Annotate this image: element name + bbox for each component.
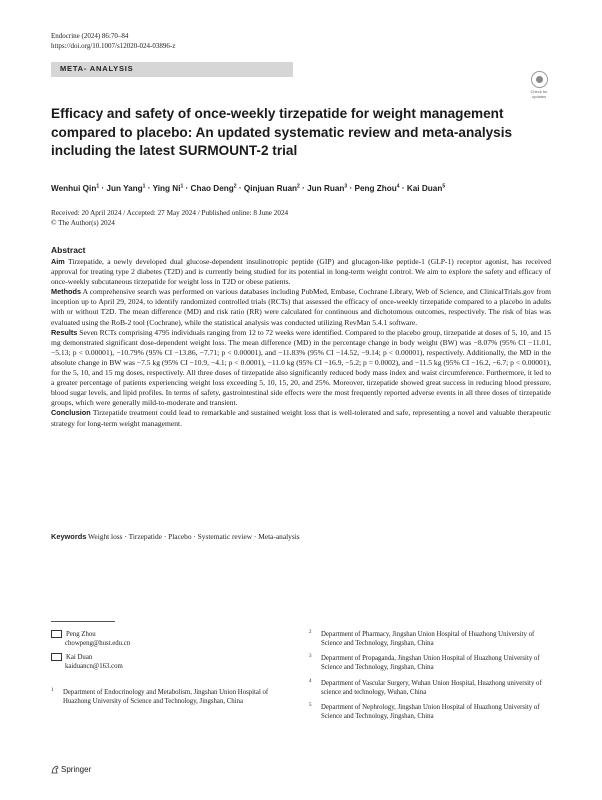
abstract-body [51, 257, 551, 429]
abstract-aim: Aim Tirzepatide, a newly developed dual glucose-dependent insulinotropic peptide (GIP) and glucagon-like peptide-1 (GLP-1) receptor agonist, has received approval for treating type 2 diabetes (T2D) and is currently being studied for its potential in long-term weight control. We aim to explore the safety and efficacy of once-weekly subcutaneous tirzepatide for weight loss in T2D or obese patients. [51, 257, 551, 287]
copyright: © The Author(s) 2024 [51, 218, 115, 227]
author[interactable]: Peng Zhou$^4$ [354, 183, 400, 193]
check-updates-text: Check for updates [530, 89, 548, 99]
abstract-methods: Methods A comprehensive search was performed on various databases including PubMed, Embase, Cochrane Library, Web of Science, and ClinicalTrials.gov from inception up to April 29, 2024, to identify randomized controlled trials (RCTs) that assessed the efficacy of once-weekly tirzepatide compared to a placebo in adults with or without T2D. The mean difference (MD) and risk ratio (RR) were calculated for continuous and dichotomous outcomes, respectively. The risk of bias was evaluated using the RoB-2 tool (Cochrane), while the statistical analysis was conducted utilizing RevMan 5.4.1 software. [51, 287, 551, 327]
springer-horse-icon [51, 765, 59, 774]
keywords-text: Weight loss · Tirzepatide · Placebo · Systematic review · Meta-analysis [88, 532, 300, 541]
doi-link[interactable]: https://doi.org/10.1007/s12020-024-03896-z [51, 42, 176, 50]
author[interactable]: Chao Deng$^2$ [190, 183, 237, 193]
article-title: Efficacy and safety of once-weekly tirzepatide for weight management compared to placebo: An updated systematic review and meta-analysis including the latest SURMOUNT-2 trial [51, 106, 513, 158]
journal-header [51, 31, 175, 51]
history-dates: Received: 20 April 2024 / Accepted: 27 May 2024 / Published online: 8 June 2024 [51, 209, 289, 217]
journal-citation: Endocrine (2024) 86:70–84 [51, 32, 129, 40]
contact-name: Kai Duan [66, 654, 93, 661]
check-updates-badge[interactable] [528, 71, 550, 99]
keywords-label: Keywords [51, 532, 87, 541]
author[interactable]: Jun Ruan$^3$ [307, 183, 348, 193]
contact-entry [51, 653, 123, 671]
author-list: Wenhui Qin$^1$ · Jun Yang$^1$ · Ying $Ni^1$ · Chao Deng$^2$ · Qinjuan Ruan$^2$ · Jun Ruan$^3$ · Peng Zhou$^4$ · Kai Duan$^5$ [51, 183, 446, 193]
abstract-heading: Abstract [51, 245, 86, 255]
contact-name: Peng Zhou [66, 631, 96, 638]
check-updates-icon [531, 71, 548, 88]
author[interactable]: Kai Duan$^5$ [406, 183, 446, 193]
author[interactable]: Jun Yang$^1$ [106, 183, 146, 193]
abstract-results: Results Seven RCTs comprising 4795 individuals ranging from 12 to 72 weeks were identified. Compared to the placebo group, tirzepatide at doses of 5, 10, and 15 mg demonstrated significant dose-dependent weight loss. The mean difference (MD) in the percentage change in body weight (BW) was −8.07% (95% CI −11.01, −5.13; p < 0.00001), −10.79% (95% CI −13.86, −7.71; p < 0.00001), and −11.83% (95% CI −14.52, −9.14; p < 0.00001), respectively. Additionally, the MD in the absolute change in BW was −7.5 kg (95% CI −10.9, −4.1; p < 0.0001), −11.0 kg (95% CI −16.9, −5.2; p = 0.0002), and −11.5 kg (95% CI −16.2, −6.7; p < 0.00001), for the 5, 10, and 15 mg doses, respectively. All three doses of tirzepatide also significantly reduced body mass index and waist circumference. Furthermore, it led to a greater percentage of patients experiencing weight loss exceeding 5, 10, 15, 20, and 25%. Moreover, tirzepatide showed great success in reducing blood pressure, blood sugar levels, and lipid profiles. In terms of safety, gastrointestinal side effects were the most frequently reported adverse events in all three doses of tirzepatide groups, which were generally mild-to-moderate and transient. [51, 327, 551, 408]
author[interactable]: Wenhui Qin$^1$ [51, 183, 100, 193]
publisher-logo [51, 765, 91, 774]
footnote-divider [51, 621, 115, 622]
section-label: META- ANALYSIS [60, 64, 134, 73]
author[interactable]: Ying Ni$^1$ [152, 183, 184, 193]
contact-email[interactable]: chowpeng@hust.edu.cn [65, 640, 131, 647]
author[interactable]: Qinjuan Ruan$^2$ [243, 183, 300, 193]
publisher-name: Springer [61, 765, 92, 774]
publication-dates [51, 209, 288, 228]
envelope-icon [51, 653, 62, 661]
keywords [51, 532, 300, 541]
abstract-conclusion: Conclusion Tirzepatide treatment could lead to remarkable and sustained weight loss that is well-tolerated and safe, representing a novel and valuable therapeutic strategy for long-term weight management. [51, 408, 551, 428]
envelope-icon [51, 630, 62, 638]
contact-email[interactable]: kaiduancn@163.com [65, 663, 123, 670]
contact-entry [51, 630, 130, 648]
